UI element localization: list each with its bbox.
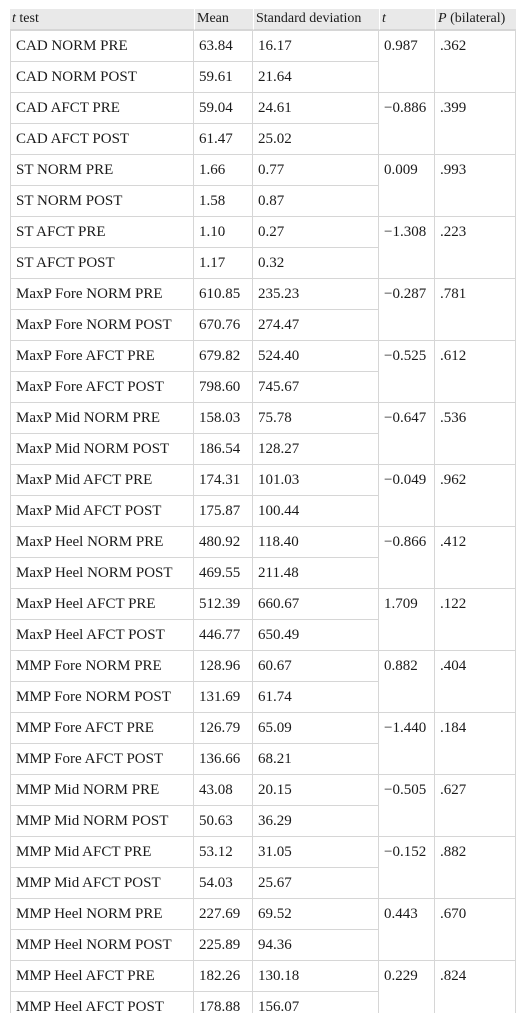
- row-standard-deviation: 31.05: [253, 837, 379, 868]
- pair-p-value: .122: [435, 589, 516, 651]
- row-standard-deviation: 524.40: [253, 341, 379, 372]
- row-mean: 128.96: [194, 651, 253, 682]
- header-t-test: [10, 9, 194, 30]
- table-body: [10, 30, 516, 1013]
- row-standard-deviation: 650.49: [253, 620, 379, 651]
- pair-p-value: .882: [435, 837, 516, 899]
- table-row: [10, 30, 516, 62]
- results-table-container: [10, 9, 516, 1013]
- row-standard-deviation: 24.61: [253, 93, 379, 124]
- row-label: MMP Mid NORM PRE: [10, 775, 194, 806]
- pair-p-value: .627: [435, 775, 516, 837]
- pair-t-value: 0.443: [379, 899, 435, 961]
- row-standard-deviation: 61.74: [253, 682, 379, 713]
- row-mean: 126.79: [194, 713, 253, 744]
- pair-p-value: .612: [435, 341, 516, 403]
- row-label: CAD AFCT POST: [10, 124, 194, 155]
- row-label: MaxP Fore NORM POST: [10, 310, 194, 341]
- table-header: [10, 9, 516, 30]
- pair-t-value: −1.440: [379, 713, 435, 775]
- row-label: MaxP Mid AFCT POST: [10, 496, 194, 527]
- row-standard-deviation: 68.21: [253, 744, 379, 775]
- header-p-bilateral: [435, 9, 516, 30]
- pair-p-value: .993: [435, 155, 516, 217]
- row-standard-deviation: 20.15: [253, 775, 379, 806]
- pair-p-value: .404: [435, 651, 516, 713]
- table-row: [10, 279, 516, 310]
- row-standard-deviation: 0.27: [253, 217, 379, 248]
- pair-t-value: 0.009: [379, 155, 435, 217]
- header-t-test-rest: test: [15, 11, 39, 26]
- pair-p-value: .962: [435, 465, 516, 527]
- row-label: ST AFCT POST: [10, 248, 194, 279]
- row-label: MaxP Mid NORM PRE: [10, 403, 194, 434]
- table-row: [10, 775, 516, 806]
- row-label: MaxP Mid AFCT PRE: [10, 465, 194, 496]
- row-mean: 175.87: [194, 496, 253, 527]
- row-standard-deviation: 660.67: [253, 589, 379, 620]
- row-mean: 227.69: [194, 899, 253, 930]
- row-mean: 446.77: [194, 620, 253, 651]
- row-label: MMP Mid NORM POST: [10, 806, 194, 837]
- pair-t-value: −1.308: [379, 217, 435, 279]
- row-standard-deviation: 156.07: [253, 992, 379, 1013]
- row-mean: 798.60: [194, 372, 253, 403]
- row-standard-deviation: 36.29: [253, 806, 379, 837]
- header-p-italic: P: [438, 11, 447, 26]
- row-label: ST NORM PRE: [10, 155, 194, 186]
- pair-p-value: .412: [435, 527, 516, 589]
- row-mean: 174.31: [194, 465, 253, 496]
- row-standard-deviation: 0.87: [253, 186, 379, 217]
- pair-t-value: −0.049: [379, 465, 435, 527]
- row-standard-deviation: 128.27: [253, 434, 379, 465]
- row-mean: 63.84: [194, 30, 253, 62]
- row-standard-deviation: 118.40: [253, 527, 379, 558]
- row-label: MMP Heel NORM POST: [10, 930, 194, 961]
- row-mean: 512.39: [194, 589, 253, 620]
- row-standard-deviation: 65.09: [253, 713, 379, 744]
- row-mean: 136.66: [194, 744, 253, 775]
- row-label: MMP Mid AFCT POST: [10, 868, 194, 899]
- row-mean: 679.82: [194, 341, 253, 372]
- row-standard-deviation: 745.67: [253, 372, 379, 403]
- row-mean: 54.03: [194, 868, 253, 899]
- table-row: [10, 465, 516, 496]
- row-label: MaxP Fore AFCT POST: [10, 372, 194, 403]
- header-standard-deviation: Standard deviation: [253, 9, 379, 30]
- row-label: ST NORM POST: [10, 186, 194, 217]
- row-label: ST AFCT PRE: [10, 217, 194, 248]
- pair-t-value: −0.287: [379, 279, 435, 341]
- row-standard-deviation: 25.02: [253, 124, 379, 155]
- table-row: [10, 217, 516, 248]
- t-test-results-table: [10, 9, 516, 1013]
- table-row: [10, 403, 516, 434]
- row-label: MaxP Heel AFCT POST: [10, 620, 194, 651]
- row-standard-deviation: 75.78: [253, 403, 379, 434]
- row-mean: 610.85: [194, 279, 253, 310]
- row-label: MMP Heel NORM PRE: [10, 899, 194, 930]
- table-row: [10, 961, 516, 992]
- pair-p-value: .536: [435, 403, 516, 465]
- row-standard-deviation: 101.03: [253, 465, 379, 496]
- header-t: t: [379, 9, 435, 30]
- row-standard-deviation: 0.32: [253, 248, 379, 279]
- pair-p-value: .362: [435, 30, 516, 93]
- row-mean: 53.12: [194, 837, 253, 868]
- row-label: MMP Mid AFCT PRE: [10, 837, 194, 868]
- row-mean: 178.88: [194, 992, 253, 1013]
- row-mean: 158.03: [194, 403, 253, 434]
- row-label: MaxP Mid NORM POST: [10, 434, 194, 465]
- row-standard-deviation: 94.36: [253, 930, 379, 961]
- row-mean: 469.55: [194, 558, 253, 589]
- row-standard-deviation: 25.67: [253, 868, 379, 899]
- pair-t-value: −0.647: [379, 403, 435, 465]
- row-standard-deviation: 21.64: [253, 62, 379, 93]
- table-row: [10, 527, 516, 558]
- row-label: CAD NORM PRE: [10, 30, 194, 62]
- row-label: MMP Fore AFCT POST: [10, 744, 194, 775]
- table-row: [10, 713, 516, 744]
- row-standard-deviation: 69.52: [253, 899, 379, 930]
- pair-p-value: .184: [435, 713, 516, 775]
- row-standard-deviation: 211.48: [253, 558, 379, 589]
- pair-t-value: 0.882: [379, 651, 435, 713]
- table-row: [10, 589, 516, 620]
- pair-t-value: 0.229: [379, 961, 435, 1013]
- row-label: MaxP Heel NORM POST: [10, 558, 194, 589]
- pair-t-value: 1.709: [379, 589, 435, 651]
- row-mean: 50.63: [194, 806, 253, 837]
- header-mean: Mean: [194, 9, 253, 30]
- table-row: [10, 93, 516, 124]
- table-row: [10, 155, 516, 186]
- pair-p-value: .670: [435, 899, 516, 961]
- row-label: MaxP Fore AFCT PRE: [10, 341, 194, 372]
- row-mean: 225.89: [194, 930, 253, 961]
- row-mean: 1.10: [194, 217, 253, 248]
- row-label: MMP Fore NORM POST: [10, 682, 194, 713]
- header-p-rest: (bilateral): [446, 11, 506, 26]
- table-row: [10, 899, 516, 930]
- row-mean: 186.54: [194, 434, 253, 465]
- header-row: [10, 9, 516, 30]
- row-label: MMP Heel AFCT PRE: [10, 961, 194, 992]
- row-standard-deviation: 0.77: [253, 155, 379, 186]
- row-mean: 43.08: [194, 775, 253, 806]
- row-standard-deviation: 16.17: [253, 30, 379, 62]
- row-mean: 59.61: [194, 62, 253, 93]
- pair-t-value: −0.866: [379, 527, 435, 589]
- pair-p-value: .223: [435, 217, 516, 279]
- row-label: CAD AFCT PRE: [10, 93, 194, 124]
- row-label: MMP Fore NORM PRE: [10, 651, 194, 682]
- row-mean: 61.47: [194, 124, 253, 155]
- table-row: [10, 837, 516, 868]
- row-mean: 131.69: [194, 682, 253, 713]
- table-row: [10, 341, 516, 372]
- pair-p-value: .824: [435, 961, 516, 1013]
- row-label: MMP Fore AFCT PRE: [10, 713, 194, 744]
- row-standard-deviation: 100.44: [253, 496, 379, 527]
- pair-t-value: −0.505: [379, 775, 435, 837]
- row-standard-deviation: 274.47: [253, 310, 379, 341]
- row-mean: 1.58: [194, 186, 253, 217]
- row-label: MaxP Heel AFCT PRE: [10, 589, 194, 620]
- row-label: CAD NORM POST: [10, 62, 194, 93]
- row-standard-deviation: 130.18: [253, 961, 379, 992]
- table-row: [10, 651, 516, 682]
- row-mean: 182.26: [194, 961, 253, 992]
- row-mean: 670.76: [194, 310, 253, 341]
- row-label: MMP Heel AFCT POST: [10, 992, 194, 1013]
- row-mean: 1.66: [194, 155, 253, 186]
- row-standard-deviation: 60.67: [253, 651, 379, 682]
- pair-t-value: −0.152: [379, 837, 435, 899]
- pair-p-value: .399: [435, 93, 516, 155]
- row-mean: 480.92: [194, 527, 253, 558]
- row-label: MaxP Heel NORM PRE: [10, 527, 194, 558]
- header-t-test-italic: t: [12, 11, 16, 26]
- row-label: MaxP Fore NORM PRE: [10, 279, 194, 310]
- row-mean: 1.17: [194, 248, 253, 279]
- pair-t-value: −0.525: [379, 341, 435, 403]
- pair-t-value: −0.886: [379, 93, 435, 155]
- row-mean: 59.04: [194, 93, 253, 124]
- row-standard-deviation: 235.23: [253, 279, 379, 310]
- pair-p-value: .781: [435, 279, 516, 341]
- pair-t-value: 0.987: [379, 30, 435, 93]
